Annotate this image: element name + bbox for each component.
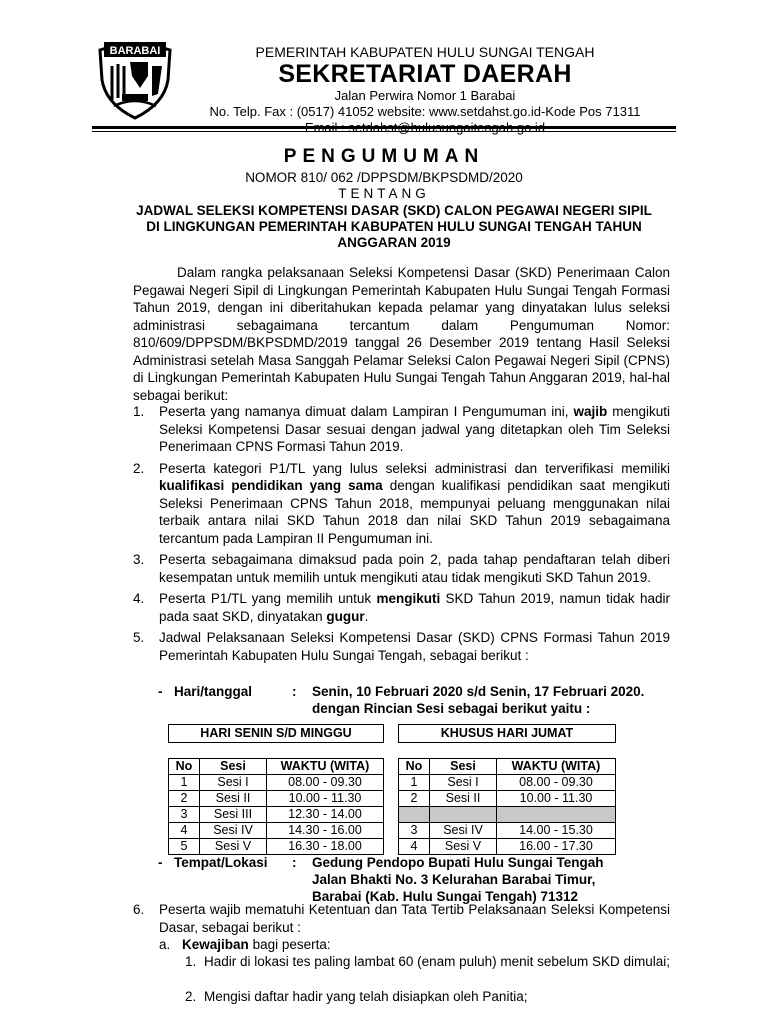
letterhead (180, 44, 670, 136)
column-header: Sesi (200, 759, 267, 775)
table-row: 1 Sesi I 08.00 - 09.30 (169, 775, 384, 791)
announcement-points (133, 403, 670, 668)
announcement-about: TENTANG (338, 186, 430, 201)
table-caption: KHUSUS HARI JUMAT (399, 725, 616, 743)
table-row: 3 Sesi III 12.30 - 14.00 (169, 807, 384, 823)
letterhead-contact: No. Telp. Fax : (0517) 41052 website: www.setdahst.go.id-Kode Pos 71311 (209, 104, 641, 119)
list-item: 3. Peserta sebagaimana dimaksud pada poin 2, pada tahap pendaftaran telah diberi kesempatan untuk memilih untuk mengikuti atau tidak mengikuti SKD Tahun 2019. (133, 552, 670, 585)
point-6: 6. Peserta wajib mematuhi Ketentuan dan Tata Tertib Pelaksanaan Seleksi Kompetensi Dasar, sebagai berikut : (133, 902, 670, 935)
column-header: WAKTU (WITA) (497, 759, 616, 775)
schedule-table-weekdays (168, 724, 384, 855)
letterhead-divider (92, 126, 676, 129)
list-item: 1. Peserta yang namanya dimuat dalam Lampiran I Pengumuman ini, wajib mengikuti Seleksi Kompetensi Dasar sesuai dengan jadwal yang ditetapkan oleh Tim Seleksi Penerimaan CPNS Formasi Tahun 2019. (133, 404, 670, 454)
letterhead-divider-thin (92, 131, 676, 132)
column-header: Sesi (430, 759, 497, 775)
table-row: 2 Sesi II 10.00 - 11.30 (169, 791, 384, 807)
list-item: 2. Peserta kategori P1/TL yang lulus seleksi administrasi dan terverifikasi memiliki kualifikasi pendidikan yang sama dengan kualifikasi pendidikan saat mengikuti Seleksi Penerimaan CPNS Tahun 2018, mempunyai peluang menggunakan nilai terbaik antara nilai SKD Tahun 2018 dan nilai SKD Tahun 2019 sebagaimana tercantum pada Lampiran II Pengumuman ini. (133, 460, 670, 546)
list-item: 1. Hadir di lokasi tes paling lambat 60 (enam puluh) menit sebelum SKD dimulai; (185, 954, 670, 969)
svg-text:BARABAI: BARABAI (109, 45, 161, 57)
list-item: 5. Jadwal Pelaksanaan Seleksi Kompetensi Dasar (SKD) CPNS Formasi Tahun 2019 Pemerintah Kabupaten Hulu Sungai Tengah, sebagai berikut : (133, 630, 670, 663)
announcement-number: NOMOR 810/ 062 /DPPSDM/BKPSDMD/2020 (245, 170, 523, 185)
table-row: 1 Sesi I 08.00 - 09.30 (399, 775, 616, 791)
column-header: No (399, 759, 430, 775)
column-header: No (169, 759, 200, 775)
letterhead-government: PEMERINTAH KABUPATEN HULU SUNGAI TENGAH (255, 44, 595, 60)
table-row-break (399, 807, 616, 823)
column-header: WAKTU (WITA) (267, 759, 384, 775)
table-row: 2 Sesi II 10.00 - 11.30 (399, 791, 616, 807)
table-row: 3 Sesi IV 14.00 - 15.30 (399, 823, 616, 839)
document-page: BARABAI PEMERINTAH KABUPATEN HULU SUNGAI TENGAH SEKRETARIAT DAERAH Jalan Perwira Nomor 1 Barabai No. Telp. Fax : (0517) 41052 website: www.setdahst.go.id-Kode Pos 71311 PENGUMUMAN NOMOR 810/ 062 /DPPSDM/BKPSDMD/2020 TENTANG JADWAL SELEKSI KOMPETENSI DASAR (SKD) CALON PEGAWAI NEGERI SIPIL DI LINGKUNGAN PEMERINTAH KABUPATEN HULU SUNGAI TENGAH TAHUN ANGGARAN 2019 Dalam rangka pelaksanaan Seleksi Kompetensi Dasar (SKD) Penerimaan Calon Pegawai Negeri Sipil di Lingkungan Pemerintah Kabupaten Hulu Sungai Tengah Formasi Tahun 2019, dengan ini diberitahukan kepada pelamar yang dinyatakan lulus seleksi administrasi sebagaimana tercantum dalam Pengumuman Nomor: 810/609/DPPSDM/BKPSDMD/2019 tanggal 26 Desember 2019 tentang Hasil Seleksi Administrasi setelah Masa Sanggah Pelamar Seleksi Calon Pegawai Negeri Sipil (CPNS) di Lingkungan Pemerintah Kabupaten Hulu Sungai Tengah Tahun Anggaran 2019, hal-hal sebagai berikut: 1. Peserta yang namanya dimuat dalam Lampiran I Pengumuman ini, wajib mengikuti Seleksi Kompetensi Dasar sesuai dengan jadwal yang ditetapkan oleh Tim Seleksi Penerimaan CPNS Formasi Tahun 2019. 2. Peserta kategori P1/TL yang lulus seleksi administrasi dan terverifikasi memiliki kualifikasi pendidikan yang sama dengan kualifikasi pendidikan saat mengikuti Seleksi Penerimaan CPNS Tahun 2018, mempunyai peluang menggunakan nilai terbaik antara nilai SKD Tahun 2018 dan nilai SKD Tahun 2019 sebagaimana tercantum pada Lampiran II Pengumuman ini. 3. Peserta sebagaimana dimaksud pada poin 2, pada tahap pendaftaran telah diberi kesempatan untuk memilih untuk mengikuti atau tidak mengikuti SKD Tahun 2019. 4. Peserta P1/TL yang memilih untuk mengikuti SKD Tahun 2019, namun tidak hadir pada saat SKD, dinyatakan gugur. 5. Jadwal Pelaksanaan Seleksi Kompetensi Dasar (SKD) CPNS Formasi Tahun 2019 Pemerintah Kabupaten Hulu Sungai Tengah, sebagai berikut : - Hari/tanggal : Senin, 10 Februari 2020 s/d Senin, 17 Februari 2020. dengan Rincian Sesi sebagai berikut yaitu : HARI SENIN S/D MINGGU No Sesi WAKTU (WITA) 1 Sesi I 08.00 - 09.30 2 Sesi II 10.00 - 11.30 3 Sesi III 12.30 - 14.00 4 Sesi IV 14.30 - 16.00 5 Sesi V 16.30 - 18.00 KHUSUS HARI JUMAT No Sesi WAKTU (WITA) 1 Sesi I 08.00 - 09.30 2 Sesi II 10.00 - 11.30 3 Sesi IV 14.00 - 15.30 4 Sesi V 16.00 - 17.30 - Tempat/Lokasi : Gedung Pendopo Bupati Hulu Sungai Tengah Jalan Bhakti No. 3 Kelurahan Barabai Timur, Barabai (Kab. Hulu Sungai Tengah) 71312 6. Peserta wajib mematuhi Ketentuan dan Tata Tertib Pelaksanaan Seleksi Kompetensi Dasar, sebagai berikut : a. Kewajiban bagi peserta: 1. Hadir di lokasi tes paling lambat 60 (enam puluh) menit sebelum SKD dimulai; 2. Mengisi daftar hadir yang telah disiapkan oleh Panitia; (0, 0, 768, 1024)
table-row: 4 Sesi V 16.00 - 17.30 (399, 839, 616, 855)
regency-emblem-icon (92, 36, 178, 120)
table-row: 5 Sesi V 16.30 - 18.00 (169, 839, 384, 855)
table-caption: HARI SENIN S/D MINGGU (169, 725, 384, 743)
schedule-table-friday (398, 724, 616, 855)
table-row: 4 Sesi IV 14.30 - 16.00 (169, 823, 384, 839)
obligations-heading: a. Kewajiban bagi peserta: (159, 937, 331, 952)
list-item: 2. Mengisi daftar hadir yang telah disiapkan oleh Panitia; (185, 989, 528, 1004)
letterhead-address: Jalan Perwira Nomor 1 Barabai (334, 88, 516, 103)
announcement-title: PENGUMUMAN (283, 146, 485, 167)
announcement-subject: JADWAL SELEKSI KOMPETENSI DASAR (SKD) CALON PEGAWAI NEGERI SIPIL DI LINGKUNGAN PEMERINTAH KABUPATEN HULU SUNGAI TENGAH TAHUN ANGGARAN 2019 (136, 203, 652, 250)
intro-paragraph: Dalam rangka pelaksanaan Seleksi Kompetensi Dasar (SKD) Penerimaan Calon Pegawai Negeri Sipil di Lingkungan Pemerintah Kabupaten Hulu Sungai Tengah Formasi Tahun 2019, dengan ini diberitahukan kepada pelamar yang dinyatakan lulus seleksi administrasi sebagaimana tercantum dalam Pengumuman Nomor: 810/609/DPPSDM/BKPSDMD/2019 tanggal 26 Desember 2019 tentang Hasil Seleksi Administrasi setelah Masa Sanggah Pelamar Seleksi Calon Pegawai Negeri Sipil (CPNS) di Lingkungan Pemerintah Kabupaten Hulu Sungai Tengah Tahun Anggaran 2019, hal-hal sebagai berikut: (133, 265, 670, 403)
letterhead-office: SEKRETARIAT DAERAH (278, 60, 572, 88)
list-item: 4. Peserta P1/TL yang memilih untuk mengikuti SKD Tahun 2019, namun tidak hadir pada saat SKD, dinyatakan gugur. (133, 591, 670, 624)
